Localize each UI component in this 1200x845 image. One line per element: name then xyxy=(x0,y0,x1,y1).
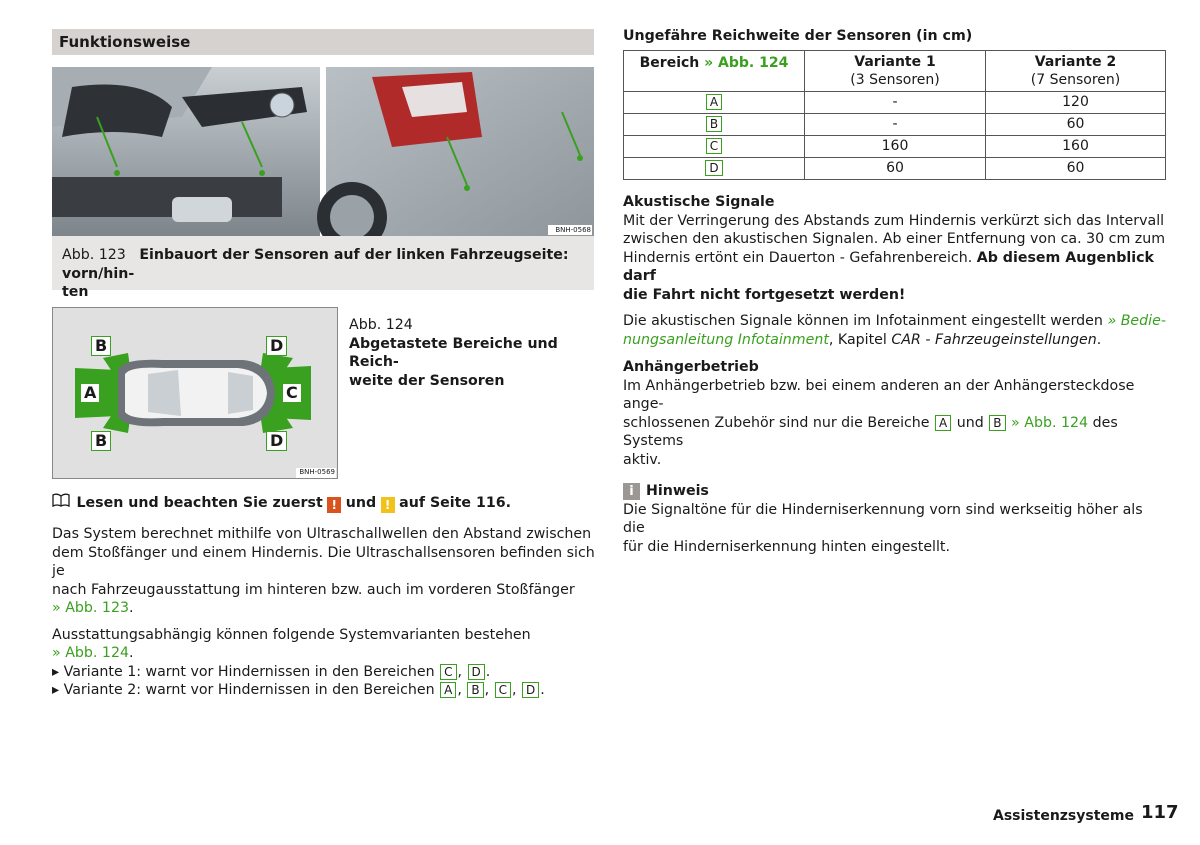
caption-line-2: ten xyxy=(62,284,89,300)
figure-124-diagram xyxy=(52,307,338,479)
chapter-name: CAR - Fahrzeugeinstellungen xyxy=(891,331,1097,348)
table-cell: 120 xyxy=(986,92,1166,114)
akustik-title: Akustische Signale xyxy=(623,194,775,210)
paragraph-bold: die Fahrt nicht fortgesetzt werden! xyxy=(623,286,906,303)
paragraph-line: Das System berechnet mithilfe von Ultraschallwellen den Abstand zwischen xyxy=(52,526,592,542)
fig-123-link[interactable]: » Abb. 123 xyxy=(52,600,130,616)
footer-section: Assistenzsysteme xyxy=(993,808,1134,824)
table-header-variant2 xyxy=(986,51,1166,92)
figure-123-caption xyxy=(52,236,594,300)
header-sub: (3 Sensoren) xyxy=(850,72,940,88)
zone-b-bottom-label: B xyxy=(91,431,111,451)
fig-124-link[interactable]: » Abb. 124 xyxy=(52,645,130,661)
fig-124-link[interactable]: » Abb. 124 xyxy=(704,55,789,71)
zone-badge: D xyxy=(468,664,485,680)
zone-b-top-label: B xyxy=(91,336,111,356)
zone-badge: A xyxy=(935,415,951,431)
hinweis-heading xyxy=(623,482,1168,501)
zone-badge: D xyxy=(522,682,539,698)
paragraph-line: Im Anhängerbetrieb bzw. bei einem anderen an der Anhängersteckdose ange- xyxy=(623,377,1135,412)
zone-d-bottom-label: D xyxy=(266,431,287,451)
zone-badge: C xyxy=(440,664,456,680)
zone-badge: D xyxy=(705,160,722,176)
paragraph-bold: Ab diesem Augenblick darf xyxy=(623,249,1154,284)
table-cell: - xyxy=(805,114,986,136)
paragraph-text: Hindernis ertönt ein Dauerton - Gefahrenbereich. xyxy=(623,249,973,266)
page-number: 117 xyxy=(1141,802,1179,823)
table-header-zone xyxy=(624,51,805,92)
header-sub: (7 Sensoren) xyxy=(1030,72,1121,88)
paragraph-line: zwischen den akustischen Signalen. Ab einer Entfernung von ca. 30 cm zum xyxy=(623,231,1166,247)
manual-link[interactable]: » Bedie- xyxy=(1107,313,1166,329)
right-text xyxy=(623,193,1168,556)
figure-number: Abb. 124 xyxy=(349,317,413,333)
range-table xyxy=(623,50,1166,180)
zone-badge: B xyxy=(467,682,483,698)
info-icon: i xyxy=(623,483,640,500)
table-cell: 160 xyxy=(986,136,1166,158)
paragraph-line: Mit der Verringerung des Abstands zum Hindernis verkürzt sich das Intervall xyxy=(623,212,1165,229)
warning-red-icon: ! xyxy=(327,497,341,513)
figure-code: BNH-0569 xyxy=(299,468,335,476)
figure-number: Abb. 123 xyxy=(62,247,126,263)
paragraph-text: des Systems xyxy=(623,414,1118,449)
punct: . xyxy=(1096,331,1102,348)
header-label: Bereich xyxy=(639,55,700,71)
book-icon xyxy=(52,493,72,513)
paragraph-text: und xyxy=(956,414,984,431)
fig-124-link[interactable]: » Abb. 124 xyxy=(1011,414,1089,431)
table-cell: 160 xyxy=(805,136,986,158)
figure-code: BNH-0568 xyxy=(555,226,591,234)
section-header xyxy=(52,29,594,55)
table-title: Ungefähre Reichweite der Sensoren (in cm) xyxy=(623,28,973,44)
variant-1-text: ▸ Variante 1: warnt vor Hindernissen in den Bereichen xyxy=(52,663,435,680)
bumper-sensors-photo xyxy=(52,67,594,236)
read-note xyxy=(52,493,597,513)
read-note-suffix: auf Seite 116. xyxy=(399,495,511,511)
table-row xyxy=(624,136,1166,158)
table-row xyxy=(624,114,1166,136)
paragraph-line: dem Stoßfänger und einem Hindernis. Die Ultraschallsensoren befinden sich je xyxy=(52,544,595,579)
caption-line-1: Einbauort der Sensoren auf der linken Fahrzeugseite: vorn/hin- xyxy=(62,247,569,282)
paragraph-line: für die Hinderniserkennung hinten eingestellt. xyxy=(623,538,950,555)
zone-badge: C xyxy=(706,138,722,154)
hinweis-title: Hinweis xyxy=(646,483,709,499)
table-header-variant1 xyxy=(805,51,986,92)
caption-line-1: Abgetastete Bereiche und Reich- xyxy=(349,335,558,370)
caption-line-2: weite der Sensoren xyxy=(349,372,505,389)
section-title: Funktionsweise xyxy=(59,33,191,51)
zone-badge: A xyxy=(706,94,722,110)
zone-c-label: C xyxy=(282,383,302,403)
table-cell: 60 xyxy=(986,114,1166,136)
paragraph-line: aktiv. xyxy=(623,451,662,468)
zone-badge: B xyxy=(706,116,722,132)
paragraph-line: Ausstattungsabhängig können folgende Systemvarianten bestehen xyxy=(52,626,531,643)
zone-badge: A xyxy=(440,682,456,698)
header-label: Variante 2 xyxy=(1034,54,1117,70)
variant-1-item: ▸ Variante 1: warnt vor Hindernissen in den Bereichen C , D . xyxy=(52,663,491,680)
paragraph-text: schlossenen Zubehör sind nur die Bereiche xyxy=(623,414,930,431)
variant-2-text: ▸ Variante 2: warnt vor Hindernissen in den Bereichen xyxy=(52,682,435,698)
paragraph-line: Die Signaltöne für die Hinderniserkennung vorn sind werkseitig höher als die xyxy=(623,501,1143,536)
read-note-prefix: Lesen und beachten Sie zuerst xyxy=(76,495,323,511)
table-cell: - xyxy=(805,92,986,114)
figure-124-caption xyxy=(349,316,589,390)
table-row xyxy=(624,92,1166,114)
zone-d-top-label: D xyxy=(266,336,287,356)
anhaenger-title: Anhängerbetrieb xyxy=(623,359,759,375)
paragraph-text: , Kapitel xyxy=(828,331,887,348)
table-row xyxy=(624,158,1166,180)
table-header-row xyxy=(624,51,1166,92)
manual-link[interactable]: nungsanleitung Infotainment xyxy=(623,331,829,348)
figure-123-photo xyxy=(52,67,594,236)
table-cell: 60 xyxy=(805,158,986,180)
read-note-and: und xyxy=(345,495,377,511)
warning-yellow-icon: ! xyxy=(381,497,395,513)
paragraph-text: Die akustischen Signale können im Infotainment eingestellt werden xyxy=(623,313,1103,329)
table-cell: 60 xyxy=(986,158,1166,180)
zone-badge: C xyxy=(495,682,511,698)
zone-badge: B xyxy=(989,415,1005,431)
body-text: Das System berechnet mithilfe von Ultraschallwellen den Abstand zwischen dem Stoßfänger und einem Hindernis. Die Ultraschallsensoren befinden sich je nach Fahrzeugausstattung im hinteren bzw. auch im vorderen Stoßfänger » Abb. 123. Ausstattungsabhängig können folgende Systemvarianten bestehen » Abb. 124. ▸ Variante 1: warnt vor Hindernissen in den Bereichen C , D . ▸ Variante 2: warnt vor Hindernissen in den Bereichen A , B , C , D . xyxy=(52,525,600,700)
zone-a-label: A xyxy=(80,383,100,403)
header-label: Variante 1 xyxy=(854,54,936,70)
paragraph-line: nach Fahrzeugausstattung im hinteren bzw. auch im vorderen Stoßfänger xyxy=(52,581,575,598)
variant-2-item: ▸ Variante 2: warnt vor Hindernissen in den Bereichen A , B , C , D . xyxy=(52,682,545,698)
